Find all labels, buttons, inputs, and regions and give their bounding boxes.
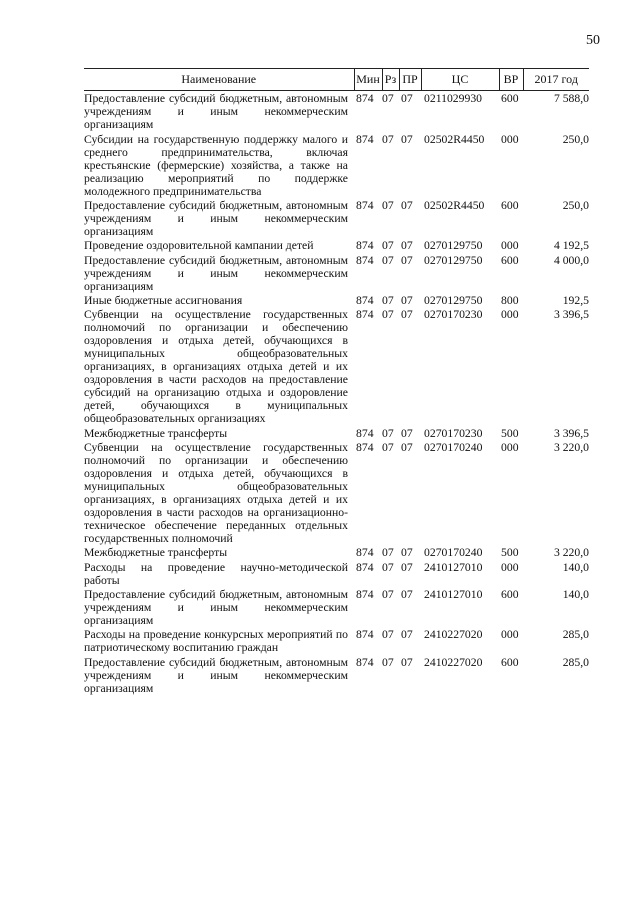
cell-cs: 02502R4450 bbox=[424, 199, 485, 213]
table-row bbox=[84, 293, 589, 307]
cell-cs: 0270170230 bbox=[424, 426, 483, 440]
header-rz: Рз bbox=[382, 69, 399, 91]
cell-vr: 000 bbox=[501, 628, 519, 642]
header-min: Мин bbox=[354, 69, 382, 91]
cell-rz: 07 bbox=[382, 546, 394, 560]
cell-vr: 600 bbox=[501, 588, 519, 602]
cell-sum: 3 396,5 bbox=[553, 308, 589, 322]
cell-min: 874 bbox=[356, 655, 374, 669]
cell-min: 874 bbox=[356, 253, 374, 267]
cell-cs: 0211029930 bbox=[424, 92, 483, 106]
cell-cs: 2410127010 bbox=[424, 588, 483, 602]
cell-vr: 600 bbox=[501, 199, 519, 213]
table-row bbox=[84, 238, 589, 252]
cell-vr: 600 bbox=[501, 92, 519, 106]
cell-name: Субвенции на осуществление государственных полномочий по организации и обеспечению оздоровления и отдыха детей, обучающихся в муниципальных общеобразовательных организациях, в организациях отдыха детей и их оздоровления в части расходов на организационно-техническое обеспечение переданных отдельных государственных полномочий bbox=[84, 441, 348, 546]
cell-sum: 3 220,0 bbox=[553, 441, 589, 455]
cell-cs: 2410127010 bbox=[424, 560, 483, 574]
cell-sum: 192,5 bbox=[562, 294, 589, 308]
cell-name: Расходы на проведение конкурсных мероприятий по патриотическому воспитанию граждан bbox=[84, 628, 348, 655]
header-cs: ЦС bbox=[421, 69, 499, 91]
table-row bbox=[84, 654, 589, 694]
cell-pr: 07 bbox=[401, 588, 413, 602]
table-row bbox=[84, 198, 589, 238]
cell-cs: 0270129750 bbox=[424, 239, 483, 253]
cell-rz: 07 bbox=[382, 199, 394, 213]
cell-vr: 000 bbox=[501, 239, 519, 253]
cell-rz: 07 bbox=[382, 92, 394, 106]
cell-sum: 140,0 bbox=[562, 588, 589, 602]
cell-pr: 07 bbox=[401, 655, 413, 669]
cell-name: Иные бюджетные ассигнования bbox=[84, 294, 243, 308]
cell-sum: 250,0 bbox=[562, 199, 589, 213]
cell-vr: 000 bbox=[501, 441, 519, 455]
cell-name: Предоставление субсидий бюджетным, автономным учреждениям и иным некоммерческим организациям bbox=[84, 655, 348, 695]
cell-cs: 0270170240 bbox=[424, 546, 483, 560]
cell-vr: 800 bbox=[501, 294, 519, 308]
table-row bbox=[84, 559, 589, 586]
cell-pr: 07 bbox=[401, 199, 413, 213]
table-row bbox=[84, 587, 589, 627]
cell-cs: 0270170230 bbox=[424, 308, 483, 322]
header-year: 2017 год bbox=[523, 69, 589, 91]
cell-sum: 250,0 bbox=[562, 132, 589, 146]
cell-name: Межбюджетные трансферты bbox=[84, 426, 228, 440]
cell-pr: 07 bbox=[401, 239, 413, 253]
table-row bbox=[84, 627, 589, 654]
table-row bbox=[84, 252, 589, 292]
budget-table bbox=[84, 68, 589, 695]
cell-min: 874 bbox=[356, 560, 374, 574]
cell-name: Субвенции на осуществление государственных полномочий по организации и обеспечению оздоровления и отдыха детей, обучающихся в муниципальных общеобразовательных организациях, в организациях отдыха детей и их оздоровления в части расходов на предоставление субсидий на организацию отдыха и оздоровление детей, обучающихся в муниципальных общеобразовательных организациях bbox=[84, 308, 348, 426]
cell-rz: 07 bbox=[382, 132, 394, 146]
cell-pr: 07 bbox=[401, 294, 413, 308]
cell-min: 874 bbox=[356, 588, 374, 602]
cell-name: Предоставление субсидий бюджетным, автономным учреждениям и иным некоммерческим организациям bbox=[84, 92, 348, 132]
cell-min: 874 bbox=[356, 441, 374, 455]
cell-rz: 07 bbox=[382, 426, 394, 440]
cell-name: Межбюджетные трансферты bbox=[84, 546, 228, 560]
cell-sum: 4 192,5 bbox=[553, 239, 589, 253]
header-name: Наименование bbox=[84, 69, 354, 91]
cell-rz: 07 bbox=[382, 239, 394, 253]
page-number: 50 bbox=[586, 33, 600, 48]
cell-sum: 140,0 bbox=[562, 560, 589, 574]
cell-rz: 07 bbox=[382, 628, 394, 642]
table-row bbox=[84, 425, 589, 439]
cell-rz: 07 bbox=[382, 253, 394, 267]
cell-cs: 02502R4450 bbox=[424, 132, 485, 146]
header-pr: ПР bbox=[399, 69, 421, 91]
cell-vr: 000 bbox=[501, 560, 519, 574]
cell-name: Расходы на проведение научно-методической работы bbox=[84, 560, 348, 587]
cell-vr: 000 bbox=[501, 132, 519, 146]
cell-name: Предоставление субсидий бюджетным, автономным учреждениям и иным некоммерческим организациям bbox=[84, 199, 348, 239]
cell-sum: 3 220,0 bbox=[553, 546, 589, 560]
cell-cs: 2410227020 bbox=[424, 655, 483, 669]
cell-min: 874 bbox=[356, 199, 374, 213]
cell-cs: 0270129750 bbox=[424, 294, 483, 308]
cell-rz: 07 bbox=[382, 588, 394, 602]
cell-sum: 285,0 bbox=[562, 628, 589, 642]
cell-sum: 7 588,0 bbox=[553, 92, 589, 106]
table-row bbox=[84, 440, 589, 545]
table-row bbox=[84, 307, 589, 425]
cell-rz: 07 bbox=[382, 560, 394, 574]
cell-pr: 07 bbox=[401, 308, 413, 322]
table-header-row bbox=[84, 69, 589, 91]
cell-min: 874 bbox=[356, 239, 374, 253]
cell-name: Проведение оздоровительной кампании детей bbox=[84, 239, 314, 253]
cell-pr: 07 bbox=[401, 253, 413, 267]
cell-pr: 07 bbox=[401, 560, 413, 574]
cell-pr: 07 bbox=[401, 426, 413, 440]
cell-vr: 600 bbox=[501, 655, 519, 669]
cell-vr: 600 bbox=[501, 253, 519, 267]
cell-min: 874 bbox=[356, 132, 374, 146]
cell-pr: 07 bbox=[401, 132, 413, 146]
cell-pr: 07 bbox=[401, 92, 413, 106]
cell-name: Субсидии на государственную поддержку малого и среднего предпринимательства, включая крестьянские (фермерские) хозяйства, а также на реализацию мероприятий по поддержке молодежного предпринимательства bbox=[84, 132, 348, 198]
table-row bbox=[84, 545, 589, 559]
cell-rz: 07 bbox=[382, 308, 394, 322]
cell-min: 874 bbox=[356, 294, 374, 308]
cell-rz: 07 bbox=[382, 441, 394, 455]
header-vr: ВР bbox=[499, 69, 523, 91]
cell-rz: 07 bbox=[382, 294, 394, 308]
cell-cs: 2410227020 bbox=[424, 628, 483, 642]
cell-min: 874 bbox=[356, 308, 374, 322]
cell-vr: 000 bbox=[501, 308, 519, 322]
table-body bbox=[84, 91, 589, 695]
cell-cs: 0270129750 bbox=[424, 253, 483, 267]
cell-pr: 07 bbox=[401, 441, 413, 455]
cell-sum: 4 000,0 bbox=[553, 253, 589, 267]
cell-min: 874 bbox=[356, 92, 374, 106]
cell-min: 874 bbox=[356, 546, 374, 560]
cell-vr: 500 bbox=[501, 546, 519, 560]
cell-sum: 3 396,5 bbox=[553, 426, 589, 440]
cell-name: Предоставление субсидий бюджетным, автономным учреждениям и иным некоммерческим организациям bbox=[84, 588, 348, 628]
table-row bbox=[84, 91, 589, 132]
cell-vr: 500 bbox=[501, 426, 519, 440]
cell-cs: 0270170240 bbox=[424, 441, 483, 455]
cell-name: Предоставление субсидий бюджетным, автономным учреждениям и иным некоммерческим организациям bbox=[84, 253, 348, 293]
cell-pr: 07 bbox=[401, 546, 413, 560]
cell-rz: 07 bbox=[382, 655, 394, 669]
table-row bbox=[84, 131, 589, 197]
cell-pr: 07 bbox=[401, 628, 413, 642]
cell-min: 874 bbox=[356, 426, 374, 440]
cell-min: 874 bbox=[356, 628, 374, 642]
cell-sum: 285,0 bbox=[562, 655, 589, 669]
